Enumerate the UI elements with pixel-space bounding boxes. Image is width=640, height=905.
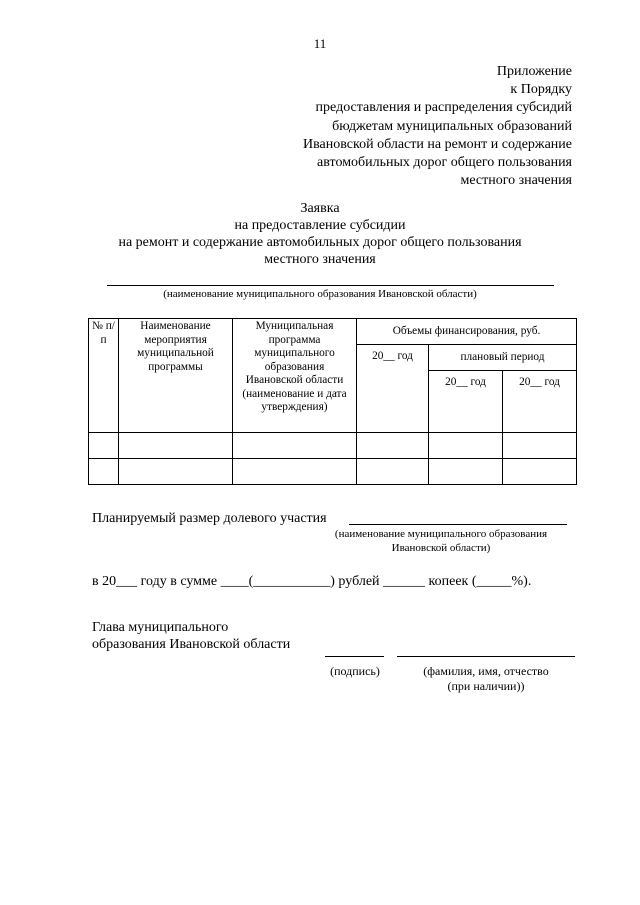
- funding-table: [88, 318, 577, 485]
- document-title: [0, 200, 640, 268]
- table-cell[interactable]: [119, 459, 233, 485]
- appendix-line: автомобильных дорог общего пользования: [317, 155, 572, 171]
- header-year-2: 20__ год: [503, 371, 577, 433]
- share-caption-2: Ивановской области): [391, 542, 491, 554]
- name-caption-1: (фамилия, имя, отчество: [423, 664, 549, 678]
- header-program: Муниципальная программа муниципального образования Ивановской области (наименование и дата утверждения): [233, 319, 357, 433]
- table-cell[interactable]: [429, 433, 503, 459]
- table-cell[interactable]: [89, 459, 119, 485]
- signature-fill-line[interactable]: [325, 656, 384, 657]
- table-cell[interactable]: [503, 433, 577, 459]
- appendix-line: Ивановской области на ремонт и содержание: [303, 136, 572, 152]
- table-row: [89, 459, 577, 485]
- table-cell[interactable]: [119, 433, 233, 459]
- signature-caption: (подпись): [330, 664, 380, 678]
- page-number: 11: [313, 36, 327, 51]
- table-cell[interactable]: [357, 433, 429, 459]
- title-line: на предоставление субсидии: [234, 218, 406, 233]
- table-cell[interactable]: [233, 459, 357, 485]
- title-line: на ремонт и содержание автомобильных дорог общего пользования: [118, 235, 522, 250]
- table-row: [89, 433, 577, 459]
- appendix-line: бюджетам муниципальных образований: [332, 118, 572, 134]
- share-caption-1: (наименование муниципального образования: [334, 528, 548, 540]
- head-title-2: образования Ивановской области: [92, 637, 291, 652]
- header-planned-period: плановый период: [429, 345, 577, 371]
- name-caption-2: (при наличии)): [447, 679, 525, 693]
- appendix-line: Приложение: [496, 64, 572, 79]
- share-fill-line[interactable]: [349, 524, 567, 525]
- title-line: Заявка: [300, 201, 340, 216]
- header-num: № п/п: [89, 319, 119, 433]
- header-current-year: 20__ год: [357, 345, 429, 433]
- table-cell[interactable]: [233, 433, 357, 459]
- title-line: местного значения: [264, 252, 376, 267]
- appendix-header: [303, 63, 572, 190]
- share-label: Планируемый размер долевого участия: [92, 511, 327, 526]
- appendix-line: предоставления и распределения субсидий: [315, 100, 572, 116]
- appendix-line: к Порядку: [510, 82, 572, 98]
- amount-line: в 20___ году в сумме ____(___________) рублей ______ копеек (_____%).: [92, 574, 532, 589]
- header-event: Наименование мероприятия муниципальной программы: [119, 319, 233, 433]
- header-year-1: 20__ год: [429, 371, 503, 433]
- name-fill-line[interactable]: [397, 656, 575, 657]
- table-cell[interactable]: [357, 459, 429, 485]
- head-title-1: Глава муниципального: [92, 620, 229, 635]
- table-cell[interactable]: [429, 459, 503, 485]
- appendix-line: местного значения: [460, 173, 572, 189]
- table-cell[interactable]: [503, 459, 577, 485]
- municipality-fill-line[interactable]: [107, 285, 554, 286]
- header-funding: Объемы финансирования, руб.: [357, 319, 577, 345]
- municipality-caption: (наименование муниципального образования Ивановской области): [163, 288, 477, 300]
- table-cell[interactable]: [89, 433, 119, 459]
